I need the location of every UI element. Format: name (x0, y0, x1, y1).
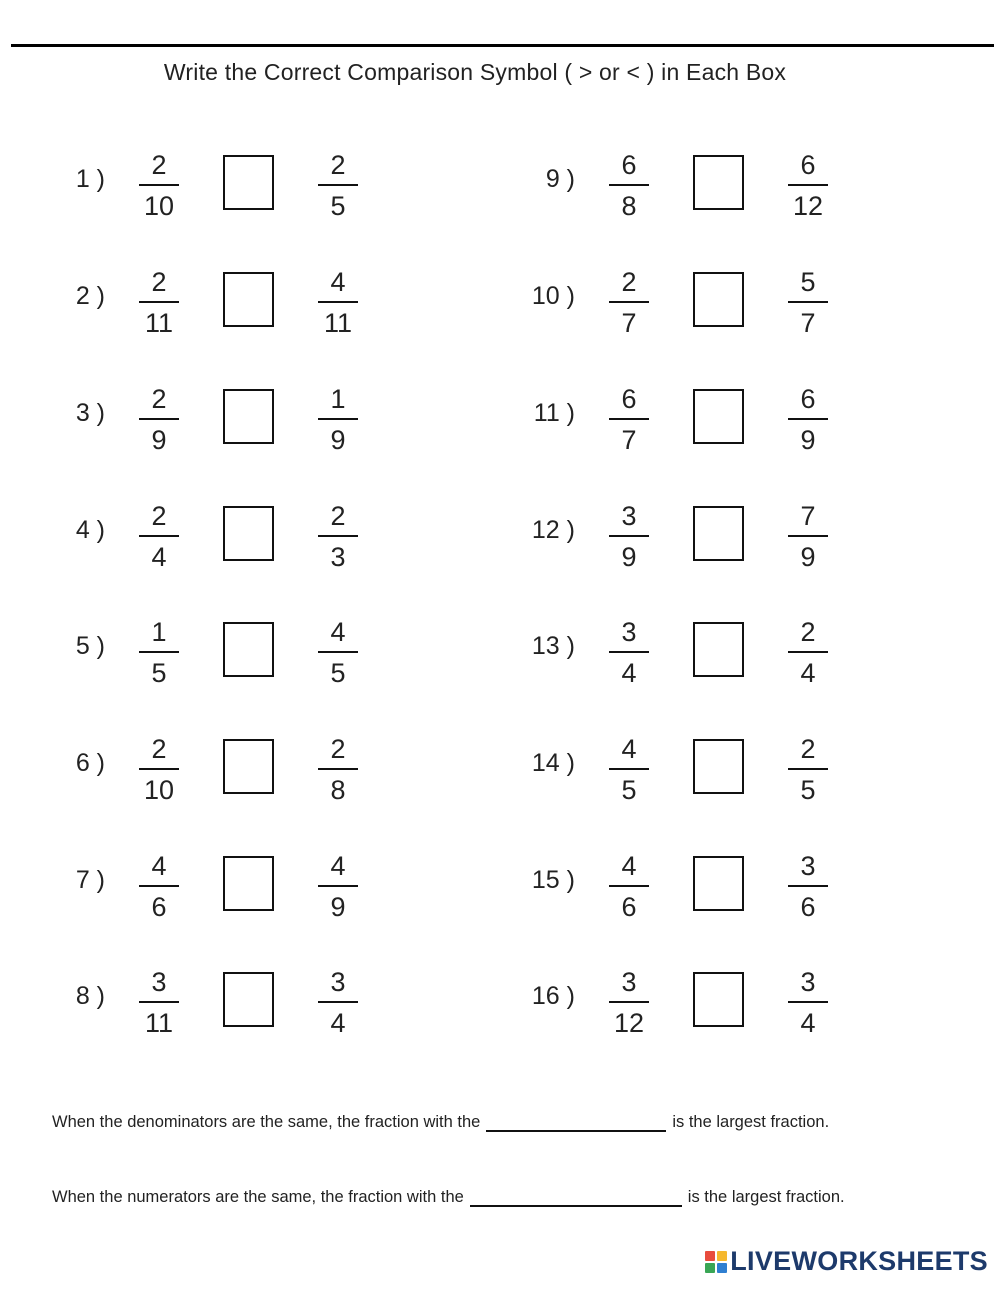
problem-10 (470, 264, 850, 354)
fraction-bar (139, 885, 179, 887)
denominator: 9 (330, 425, 346, 455)
problem-2 (0, 264, 380, 354)
answer-box[interactable] (223, 155, 274, 210)
numerator: 3 (800, 851, 816, 881)
left-fraction (137, 264, 181, 341)
answer-box[interactable] (693, 272, 744, 327)
right-fraction (316, 498, 360, 575)
left-fraction (137, 381, 181, 458)
fraction-bar (609, 768, 649, 770)
problem-number: 12 ) (531, 516, 575, 544)
problem-number: 6 ) (75, 749, 105, 777)
denominator: 11 (323, 308, 353, 338)
problem-number: 4 ) (75, 516, 105, 544)
fraction-bar (139, 535, 179, 537)
numerator: 2 (151, 501, 167, 531)
numerator: 3 (151, 967, 167, 997)
numerator: 2 (151, 734, 167, 764)
right-fraction (786, 147, 830, 224)
sentence-denominators (52, 1112, 829, 1132)
fraction-bar (318, 651, 358, 653)
top-rule (11, 44, 994, 47)
answer-box[interactable] (223, 272, 274, 327)
numerator: 4 (151, 851, 167, 881)
numerator: 7 (800, 501, 816, 531)
problem-8 (0, 964, 380, 1054)
right-fraction (786, 264, 830, 341)
problem-4 (0, 498, 380, 588)
worksheet-title: Write the Correct Comparison Symbol ( > or < ) in Each Box (163, 59, 787, 85)
numerator: 6 (621, 150, 637, 180)
problem-number: 5 ) (75, 632, 105, 660)
problem-3 (0, 381, 380, 471)
denominator: 5 (330, 658, 346, 688)
denominator: 11 (144, 1008, 174, 1038)
denominator: 9 (151, 425, 167, 455)
numerator: 5 (800, 267, 816, 297)
right-fraction (316, 264, 360, 341)
denominator: 8 (621, 191, 637, 221)
fraction-bar (318, 535, 358, 537)
denominator: 6 (800, 892, 816, 922)
answer-blank-2[interactable] (470, 1187, 682, 1207)
denominator: 4 (800, 1008, 816, 1038)
fraction-bar (788, 885, 828, 887)
answer-box[interactable] (223, 972, 274, 1027)
fraction-bar (788, 418, 828, 420)
fraction-bar (139, 1001, 179, 1003)
denominator: 5 (330, 191, 346, 221)
problem-1 (0, 147, 380, 237)
numerator: 4 (330, 617, 346, 647)
problem-number: 10 ) (531, 282, 575, 310)
fraction-bar (318, 184, 358, 186)
left-fraction (137, 964, 181, 1041)
fraction-bar (788, 535, 828, 537)
right-fraction (786, 498, 830, 575)
left-fraction (607, 498, 651, 575)
fraction-bar (318, 418, 358, 420)
sentence-2-start: When the numerators are the same, the fraction with the (52, 1188, 464, 1206)
answer-box[interactable] (223, 622, 274, 677)
denominator: 6 (621, 892, 637, 922)
denominator: 12 (613, 1008, 645, 1038)
sentence-2-end: is the largest fraction. (687, 1188, 845, 1206)
right-fraction (316, 731, 360, 808)
right-fraction (786, 614, 830, 691)
right-fraction (786, 964, 830, 1041)
left-fraction (607, 731, 651, 808)
denominator: 9 (800, 425, 816, 455)
fraction-bar (788, 1001, 828, 1003)
denominator: 7 (621, 308, 637, 338)
denominator: 5 (621, 775, 637, 805)
fraction-bar (609, 885, 649, 887)
problem-number: 9 ) (545, 165, 575, 193)
fraction-bar (139, 184, 179, 186)
right-fraction (316, 614, 360, 691)
fraction-bar (139, 418, 179, 420)
denominator: 9 (621, 542, 637, 572)
numerator: 6 (800, 384, 816, 414)
numerator: 1 (151, 617, 167, 647)
denominator: 12 (792, 191, 824, 221)
fraction-bar (139, 651, 179, 653)
fraction-bar (318, 768, 358, 770)
fraction-bar (788, 301, 828, 303)
answer-box[interactable] (223, 739, 274, 794)
answer-box[interactable] (693, 622, 744, 677)
numerator: 2 (800, 734, 816, 764)
sentence-1-start: When the denominators are the same, the fraction with the (52, 1113, 481, 1131)
problem-number: 2 ) (75, 282, 105, 310)
problem-9 (470, 147, 850, 237)
problem-number: 11 ) (533, 399, 575, 427)
denominator: 4 (330, 1008, 346, 1038)
sentence-numerators (52, 1187, 845, 1207)
denominator: 7 (800, 308, 816, 338)
numerator: 2 (330, 501, 346, 531)
fraction-bar (609, 535, 649, 537)
fraction-bar (609, 651, 649, 653)
problem-12 (470, 498, 850, 588)
right-fraction (316, 848, 360, 925)
fraction-bar (318, 301, 358, 303)
denominator: 4 (621, 658, 637, 688)
right-fraction (316, 147, 360, 224)
numerator: 3 (621, 501, 637, 531)
left-fraction (137, 147, 181, 224)
denominator: 10 (143, 191, 175, 221)
left-fraction (137, 614, 181, 691)
problem-number: 7 ) (75, 866, 105, 894)
left-fraction (607, 147, 651, 224)
left-fraction (137, 498, 181, 575)
denominator: 11 (144, 308, 174, 338)
numerator: 2 (151, 267, 167, 297)
answer-box[interactable] (693, 856, 744, 911)
fraction-bar (609, 418, 649, 420)
problem-13 (470, 614, 850, 704)
answer-box[interactable] (693, 389, 744, 444)
left-fraction (137, 731, 181, 808)
right-fraction (786, 848, 830, 925)
denominator: 9 (330, 892, 346, 922)
denominator: 6 (151, 892, 167, 922)
problem-number: 3 ) (75, 399, 105, 427)
problem-number: 1 ) (75, 165, 105, 193)
numerator: 4 (621, 851, 637, 881)
problem-16 (470, 964, 850, 1054)
numerator: 3 (621, 617, 637, 647)
problem-number: 14 ) (531, 749, 575, 777)
denominator: 7 (621, 425, 637, 455)
logo-blocks-icon (705, 1251, 727, 1273)
problem-number: 15 ) (531, 866, 575, 894)
problem-5 (0, 614, 380, 704)
right-fraction (786, 381, 830, 458)
fraction-bar (609, 184, 649, 186)
left-fraction (607, 381, 651, 458)
problem-7 (0, 848, 380, 938)
fraction-bar (788, 651, 828, 653)
denominator: 4 (800, 658, 816, 688)
left-fraction (607, 964, 651, 1041)
numerator: 2 (330, 150, 346, 180)
left-fraction (607, 264, 651, 341)
numerator: 2 (800, 617, 816, 647)
fraction-bar (139, 768, 179, 770)
left-fraction (607, 614, 651, 691)
answer-box[interactable] (223, 856, 274, 911)
numerator: 3 (800, 967, 816, 997)
numerator: 2 (151, 150, 167, 180)
numerator: 4 (621, 734, 637, 764)
numerator: 2 (621, 267, 637, 297)
problem-11 (470, 381, 850, 471)
numerator: 3 (621, 967, 637, 997)
numerator: 6 (800, 150, 816, 180)
logo-text: LIVEWORKSHEETS (730, 1246, 988, 1276)
fraction-bar (318, 1001, 358, 1003)
problem-14 (470, 731, 850, 821)
fraction-bar (788, 768, 828, 770)
fraction-bar (609, 301, 649, 303)
left-fraction (137, 848, 181, 925)
numerator: 4 (330, 267, 346, 297)
numerator: 2 (151, 384, 167, 414)
answer-blank-1[interactable] (486, 1112, 666, 1132)
denominator: 3 (330, 542, 346, 572)
left-fraction (607, 848, 651, 925)
problem-number: 13 ) (531, 632, 575, 660)
problem-number: 16 ) (531, 982, 575, 1010)
right-fraction (786, 731, 830, 808)
fraction-bar (139, 301, 179, 303)
answer-box[interactable] (693, 506, 744, 561)
denominator: 5 (151, 658, 167, 688)
answer-box[interactable] (693, 739, 744, 794)
right-fraction (316, 964, 360, 1041)
denominator: 9 (800, 542, 816, 572)
problem-15 (470, 848, 850, 938)
denominator: 4 (151, 542, 167, 572)
fraction-bar (318, 885, 358, 887)
denominator: 8 (330, 775, 346, 805)
fraction-bar (788, 184, 828, 186)
numerator: 3 (330, 967, 346, 997)
denominator: 5 (800, 775, 816, 805)
answer-box[interactable] (693, 972, 744, 1027)
right-fraction (316, 381, 360, 458)
numerator: 2 (330, 734, 346, 764)
sentence-1-end: is the largest fraction. (672, 1113, 830, 1131)
numerator: 1 (330, 384, 346, 414)
denominator: 10 (143, 775, 175, 805)
answer-box[interactable] (223, 389, 274, 444)
answer-box[interactable] (223, 506, 274, 561)
answer-box[interactable] (693, 155, 744, 210)
liveworksheets-logo (705, 1246, 988, 1277)
problem-number: 8 ) (75, 982, 105, 1010)
fraction-bar (609, 1001, 649, 1003)
numerator: 6 (621, 384, 637, 414)
problem-6 (0, 731, 380, 821)
numerator: 4 (330, 851, 346, 881)
